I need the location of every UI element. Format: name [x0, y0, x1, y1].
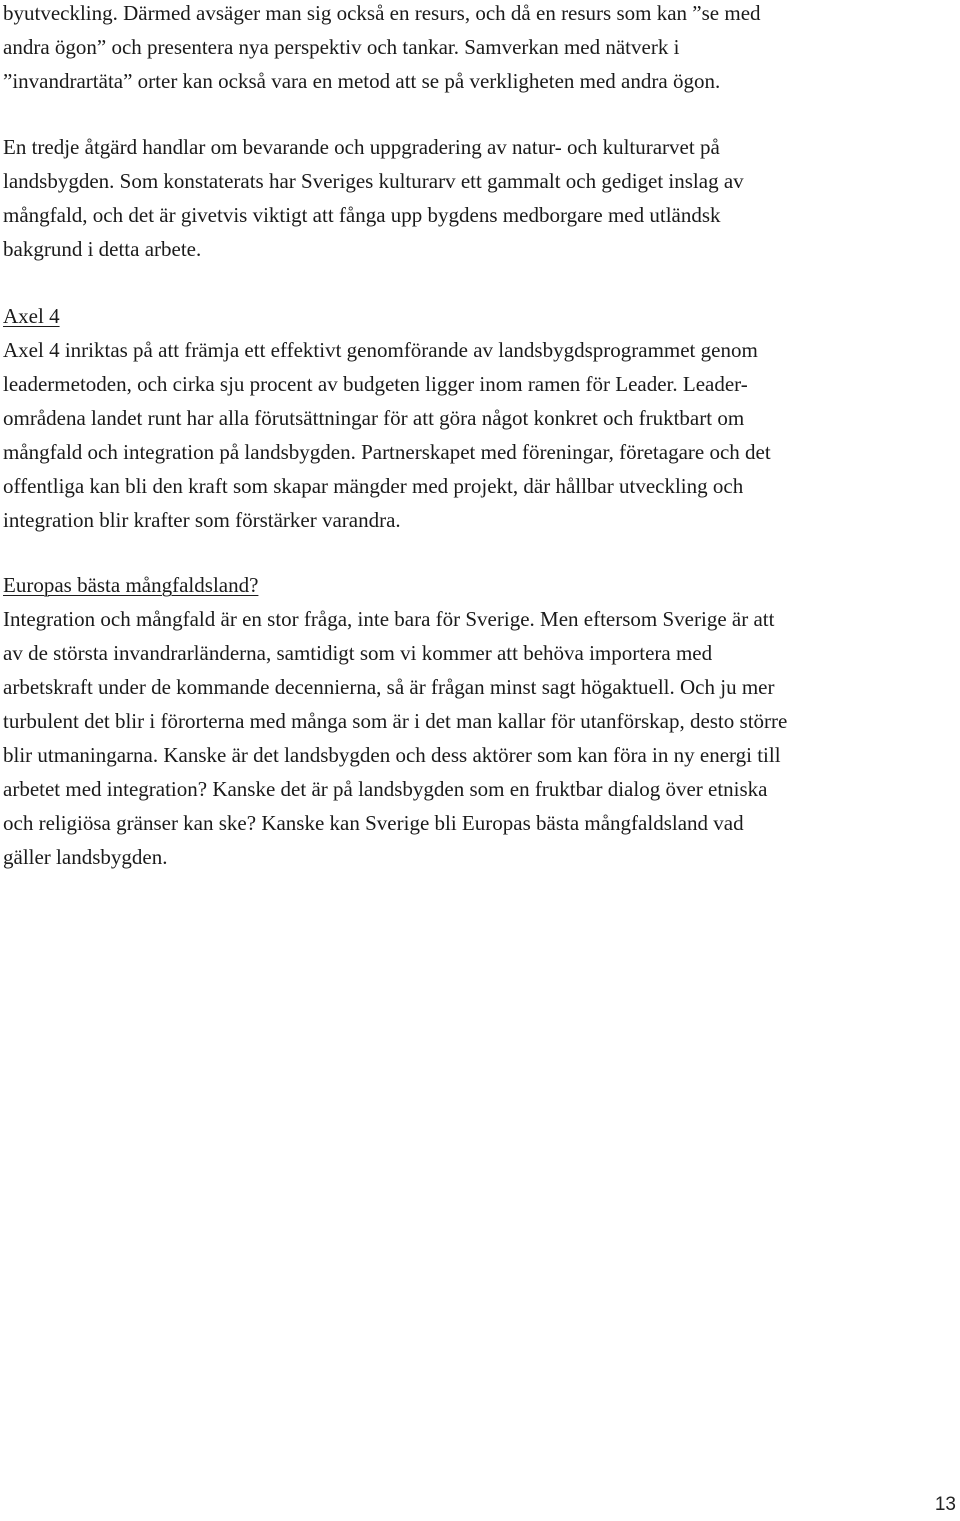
section-heading-axel4: Axel 4: [3, 304, 60, 328]
paragraph-line: offentliga kan bli den kraft som skapar mängder med projekt, där hållbar utveckling och: [3, 474, 744, 498]
paragraph-line: arbetskraft under de kommande decennierna, så är frågan minst sagt högaktuell. Och ju mer: [3, 675, 775, 699]
paragraph-line: Integration och mångfald är en stor fråga, inte bara för Sverige. Men eftersom Sverige är att: [3, 607, 775, 631]
section-axel4: [3, 299, 953, 537]
paragraph-line: byutveckling. Därmed avsäger man sig också en resurs, och då en resurs som kan ”se med: [3, 1, 761, 25]
page-number: 13: [934, 1494, 956, 1515]
paragraph-line: arbetet med integration? Kanske det är på landsbygden som en fruktbar dialog över etniska: [3, 777, 768, 801]
paragraph-line: landsbygden. Som konstaterats har Sveriges kulturarv ett gammalt och gediget inslag av: [3, 169, 744, 193]
section-europe: [3, 568, 953, 874]
paragraph-line: leadermetoden, och cirka sju procent av budgeten ligger inom ramen för Leader. Leader-: [3, 372, 748, 396]
paragraph-intro: [3, 0, 953, 98]
paragraph-line: Axel 4 inriktas på att främja ett effektivt genomförande av landsbygdsprogrammet genom: [3, 338, 758, 362]
paragraph-line: av de största invandrarländerna, samtidigt som vi kommer att behöva importera med: [3, 641, 713, 665]
paragraph-line: gäller landsbygden.: [3, 845, 168, 869]
paragraph-line: mångfald och integration på landsbygden. Partnerskapet med föreningar, företagare och det: [3, 440, 771, 464]
paragraph-line: och religiösa gränser kan ske? Kanske kan Sverige bli Europas bästa mångfaldsland vad: [3, 811, 744, 835]
paragraph-line: områdena landet runt har alla förutsättningar för att göra något konkret och fruktbart om: [3, 406, 745, 430]
paragraph-line: turbulent det blir i förorterna med många som är i det man kallar för utanförskap, desto större: [3, 709, 788, 733]
paragraph-heritage: [3, 130, 953, 266]
paragraph-line: mångfald, och det är givetvis viktigt att fånga upp bygdens medborgare med utländsk: [3, 203, 721, 227]
paragraph-line: ”invandrartäta” orter kan också vara en metod att se på verkligheten med andra ögon.: [3, 69, 721, 93]
paragraph-line: integration blir krafter som förstärker varandra.: [3, 508, 401, 532]
section-heading-europe: Europas bästa mångfaldsland?: [3, 573, 259, 597]
paragraph-line: blir utmaningarna. Kanske är det landsbygden och dess aktörer som kan föra in ny energi till: [3, 743, 781, 767]
paragraph-line: En tredje åtgärd handlar om bevarande och uppgradering av natur- och kulturarvet på: [3, 135, 720, 159]
paragraph-line: andra ögon” och presentera nya perspektiv och tankar. Samverkan med nätverk i: [3, 35, 680, 59]
paragraph-line: bakgrund i detta arbete.: [3, 237, 202, 261]
